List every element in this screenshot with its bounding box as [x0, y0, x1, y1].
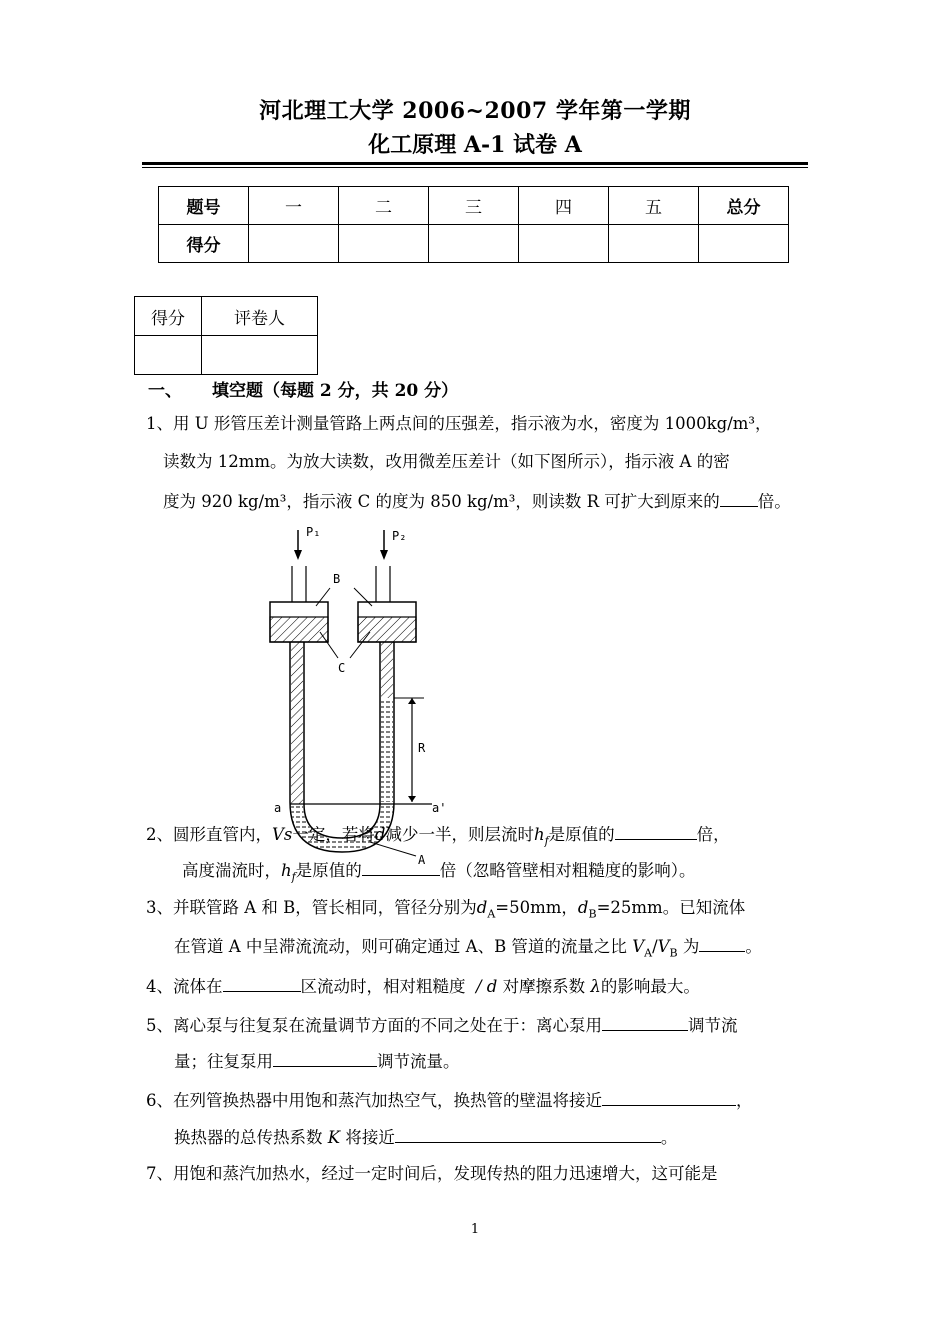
score-header-cell: 四: [519, 187, 609, 225]
q4-d: 对摩擦系数: [502, 977, 586, 996]
q1-line3: [163, 490, 791, 512]
score-header-cell: 五: [609, 187, 699, 225]
q2-d: d: [374, 825, 386, 844]
section-title: 填空题（每题 2 分，共 20 分）: [212, 381, 459, 401]
score-cell[interactable]: [249, 225, 339, 263]
q5-l1a: 5、离心泵与往复泵在流量调节方面的不同之处在于：离心泵用: [146, 1016, 602, 1035]
title-rule-thin: [142, 167, 808, 168]
q2-vs: Vs: [272, 825, 293, 844]
score-cell[interactable]: [429, 225, 519, 263]
q1-line3-end: 倍。: [757, 492, 791, 511]
grader-name-cell[interactable]: [202, 336, 318, 375]
q3-l1b: =50mm，: [495, 898, 578, 917]
score-table-header-row: [159, 187, 789, 225]
q6-line2: [174, 1126, 677, 1148]
label-a-bottom: A: [418, 853, 426, 867]
q2-l1a: 2、圆形直管内，: [146, 825, 272, 844]
q2-l2c: 倍（忽略管壁相对粗糙度的影响）。: [439, 861, 696, 880]
q1-line3-text: 度为 920 kg/m³，指示液 C 的度为 850 kg/m³，则读数 R 可扩大到原来的: [163, 492, 720, 511]
q5-l2a: 量；往复泵用: [174, 1052, 273, 1071]
score-cell[interactable]: [609, 225, 699, 263]
q5-blank-2[interactable]: [273, 1050, 377, 1067]
q1-line1: 1、用 U 形管压差计测量管路上两点间的压强差，指示液为水，密度为 1000kg/m³，: [146, 414, 772, 433]
score-table: [158, 186, 789, 263]
q4-a: 4、流体在: [146, 977, 223, 996]
score-cell[interactable]: [519, 225, 609, 263]
q3-blank[interactable]: [699, 935, 745, 952]
q2-hf2: h: [281, 861, 292, 880]
q4-blank[interactable]: [223, 975, 301, 992]
q6-l2c: 将接近: [345, 1128, 395, 1147]
q3-l2b: 为: [682, 937, 700, 956]
q3-l1c: =25mm。已知流体: [596, 898, 746, 917]
q7-line1: 7、用饱和蒸汽加热水，经过一定时间后，发现传热的阻力迅速增大，这可能是: [146, 1164, 718, 1183]
q3-line2: 在管道 A 中呈滞流流动，则可确定通过 A、B 管道的流量之比 $V_A/V_B$ 为 。: [174, 937, 762, 960]
manometer-figure: [260, 520, 460, 870]
p1-arrowhead: [294, 550, 302, 560]
q2-blank-2[interactable]: [362, 859, 440, 876]
grader-name-label: 评卷人: [202, 297, 318, 336]
score-table-score-row: [159, 225, 789, 263]
right-leg-liquid-a: [381, 698, 393, 802]
title-rule: [142, 162, 808, 165]
p2-arrowhead: [380, 550, 388, 560]
q2-hf: h: [533, 825, 545, 844]
label-a-left: a: [274, 801, 282, 815]
q3-l2c: 。: [745, 937, 762, 956]
label-c: C: [338, 661, 346, 675]
q3-l1a: 3、并联管路 A 和 B，管长相同，管径分别为: [146, 898, 477, 917]
q1-blank[interactable]: [720, 490, 758, 507]
score-header-cell: 总分: [699, 187, 789, 225]
q2-l1f: 倍，: [696, 825, 730, 844]
left-reservoir-liquid-c: [270, 617, 328, 642]
q2-l1b: 一定，若将: [292, 825, 375, 844]
q3-l2a: 在管道 A 中呈滞流流动，则可确定通过 A、B 管道的流量之比: [174, 937, 627, 956]
q5-line2: [174, 1050, 460, 1072]
q1-line2: 读数为 12mm。为放大读数，改用微差压差计（如下图所示），指示液 A 的密: [163, 452, 730, 471]
q5-l1b: 调节流: [688, 1016, 738, 1035]
q4-lambda: λ: [590, 977, 601, 996]
q2-l1d: 减少一半，则层流时: [385, 825, 534, 844]
p1-label: P₁: [306, 525, 321, 539]
score-header-cell: 题号: [159, 187, 249, 225]
section-number: 一、: [148, 381, 182, 401]
exam-subtitle: 化工原理 A-1 试卷 A: [368, 132, 582, 158]
grader-score-cell[interactable]: [135, 336, 202, 375]
label-b: B: [333, 572, 341, 586]
q2-line1: 2、圆形直管内，Vs一定，若将d减少一半，则层流时$h_f$是原值的 倍，: [146, 825, 730, 848]
q6-l2a: 换热器的总传热系数: [174, 1128, 323, 1147]
q2-l2b: 是原值的: [295, 861, 362, 880]
exam-title: 河北理工大学 2006~2007 学年第一学期: [259, 98, 691, 124]
q6-blank-1[interactable]: [602, 1089, 736, 1106]
q2-l2a: 高度湍流时，: [182, 861, 281, 880]
q5-l2b: 调节流量。: [377, 1052, 460, 1071]
score-cell[interactable]: [339, 225, 429, 263]
label-a-right: a': [432, 801, 447, 815]
q5-line1: [146, 1014, 738, 1036]
q6-l2d: 。: [660, 1128, 678, 1147]
q2-line2: 高度湍流时，$h_f$是原值的 倍（忽略管壁相对粗糙度的影响）。: [182, 861, 696, 884]
score-header-cell: 二: [339, 187, 429, 225]
q2-l1e: 是原值的: [548, 825, 615, 844]
q4-line: [146, 975, 700, 997]
q4-c: / d: [476, 977, 498, 996]
q6-l1b: ，: [736, 1091, 753, 1110]
score-cell[interactable]: [699, 225, 789, 263]
left-leg-liquid-c: [291, 642, 303, 804]
score-header-cell: 一: [249, 187, 339, 225]
score-row-label: 得分: [159, 225, 249, 263]
q6-line1: [146, 1089, 753, 1111]
q5-blank-1[interactable]: [602, 1014, 688, 1031]
p2-label: P₂: [392, 529, 407, 543]
q4-f: 的影响最大。: [600, 977, 700, 996]
q3-line1: 3、并联管路 A 和 B，管长相同，管径分别为$d_A=50mm$，$d_B=25mm$。已知流体: [146, 898, 746, 921]
q2-blank-1[interactable]: [615, 823, 697, 840]
right-leg-liquid-c: [381, 642, 393, 698]
q6-blank-2[interactable]: [395, 1126, 661, 1143]
right-reservoir-liquid-c: [358, 617, 416, 642]
page-number: 1: [470, 1222, 480, 1237]
q6-k: K: [327, 1128, 341, 1147]
q4-b: 区流动时，相对粗糙度: [300, 977, 466, 996]
grader-table: [134, 296, 318, 375]
label-r: R: [418, 741, 426, 755]
grader-score-label: 得分: [135, 297, 202, 336]
score-header-cell: 三: [429, 187, 519, 225]
q6-l1a: 6、在列管换热器中用饱和蒸汽加热空气，换热管的壁温将接近: [146, 1091, 602, 1110]
